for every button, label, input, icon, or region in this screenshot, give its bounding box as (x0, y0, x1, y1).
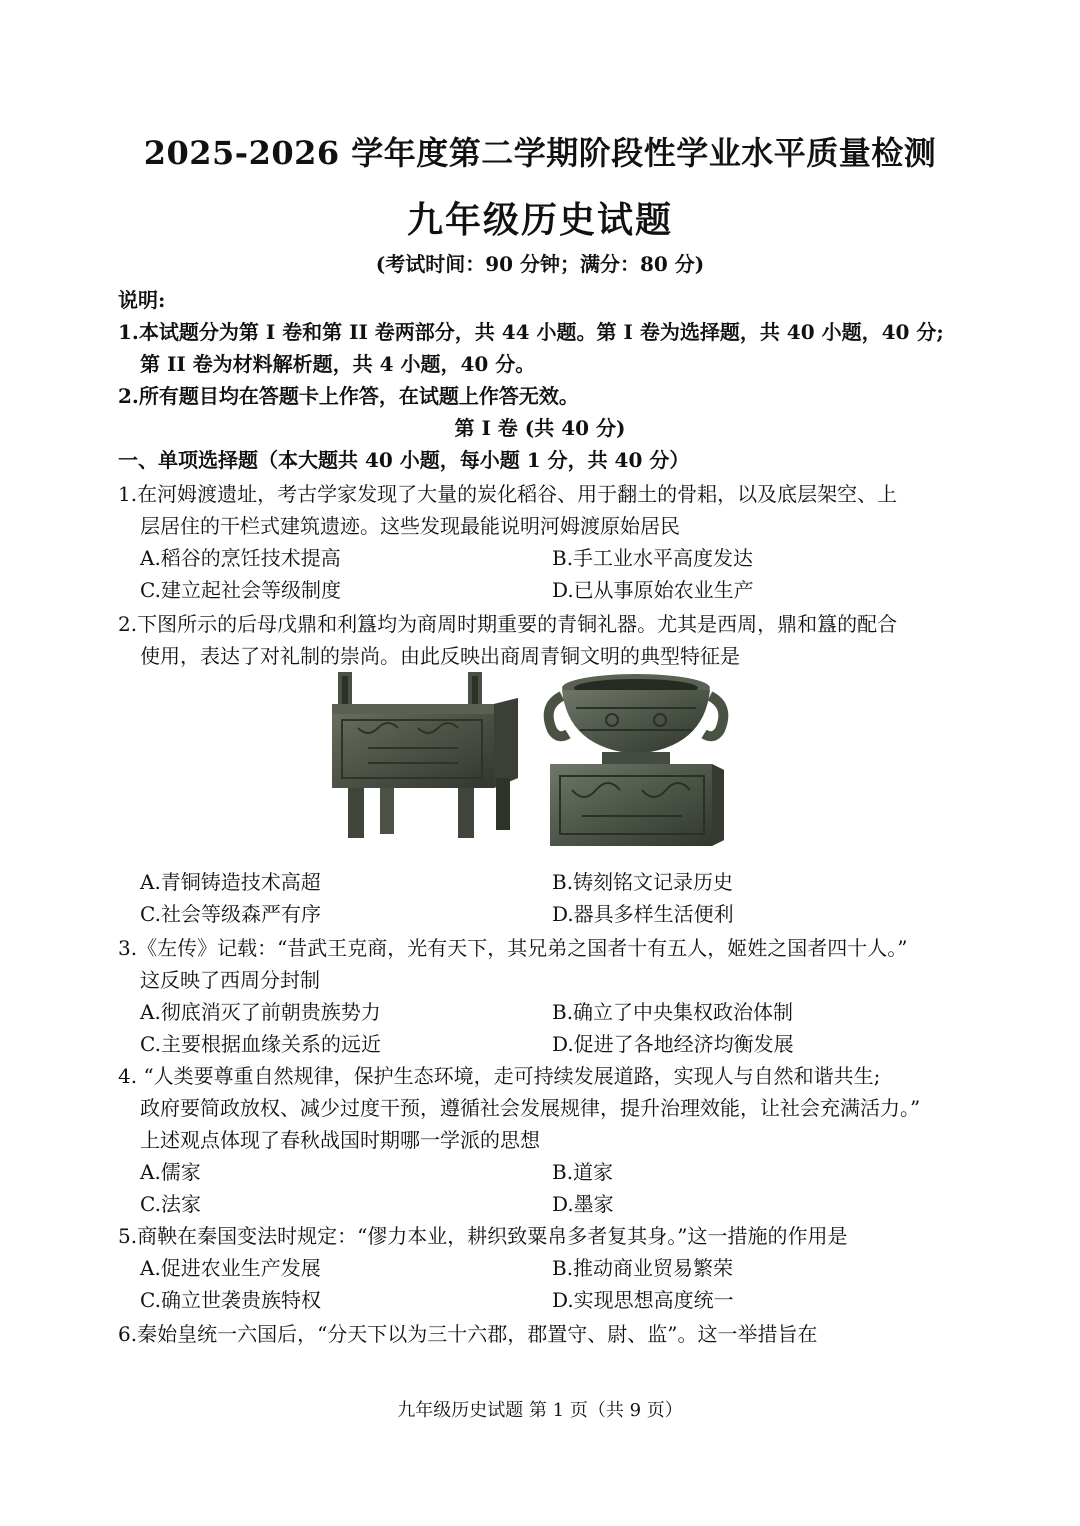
q1-option-b: B.手工业水平高度发达 (552, 546, 754, 570)
li-gui-image (542, 668, 730, 848)
q2-option-b: B.铸刻铭文记录历史 (552, 870, 734, 894)
q5-option-c: C.确立世袭贵族特权 (140, 1288, 321, 1312)
volume-title: 第 I 卷 (共 40 分) (454, 416, 626, 440)
q4-option-d: D.墨家 (552, 1192, 614, 1216)
q3-option-d: D.促进了各地经济均衡发展 (552, 1032, 794, 1056)
q3-option-b: B.确立了中央集权政治体制 (552, 1000, 794, 1024)
instruction-1-line-1: 1.本试题分为第 I 卷和第 II 卷两部分，共 44 小题。第 I 卷为选择题，共 40 小题，40 分; (118, 320, 944, 344)
instruction-1-line-2: 第 II 卷为材料解析题，共 4 小题，40 分。 (140, 352, 536, 376)
page-footer: 九年级历史试题 第 1 页（共 9 页） (397, 1400, 683, 1421)
q3-option-c: C.主要根据血缘关系的远近 (140, 1032, 381, 1056)
q1-stem-line-2: 层居住的干栏式建筑遗迹。这些发现最能说明河姆渡原始居民 (140, 514, 680, 538)
q4-option-a: A.儒家 (140, 1160, 201, 1184)
part-title: 一、单项选择题（本大题共 40 小题，每小题 1 分，共 40 分） (118, 448, 690, 472)
q2-option-d: D.器具多样生活便利 (552, 902, 734, 926)
q3-stem-line-1: 3.《左传》记载：“昔武王克商，光有天下，其兄弟之国者十有五人，姬姓之国者四十人。” (118, 936, 908, 960)
q2-option-c: C.社会等级森严有序 (140, 902, 321, 926)
q5-stem-line-1: 5.商鞅在秦国变法时规定：“僇力本业，耕织致粟帛多者复其身。”这一措施的作用是 (118, 1224, 848, 1248)
q1-option-c: C.建立起社会等级制度 (140, 578, 341, 602)
instructions-heading: 说明: (118, 288, 166, 312)
q4-stem-line-3: 上述观点体现了春秋战国时期哪一学派的思想 (140, 1128, 540, 1152)
q3-option-a: A.彻底消灭了前朝贵族势力 (140, 1000, 381, 1024)
q2-option-a: A.青铜铸造技术高超 (140, 870, 321, 894)
q3-stem-line-2: 这反映了西周分封制 (140, 968, 320, 992)
q1-option-d: D.已从事原始农业生产 (552, 578, 754, 602)
q5-option-b: B.推动商业贸易繁荣 (552, 1256, 734, 1280)
q2-stem-line-1: 2.下图所示的后母戊鼎和利簋均为商周时期重要的青铜礼器。尤其是西周，鼎和簋的配合 (118, 612, 898, 636)
subject-title: 九年级历史试题 (406, 199, 673, 241)
q4-option-c: C.法家 (140, 1192, 201, 1216)
q5-option-a: A.促进农业生产发展 (140, 1256, 321, 1280)
q1-stem-line-1: 1.在河姆渡遗址，考古学家发现了大量的炭化稻谷、用于翻土的骨耜，以及底层架空、上 (118, 482, 898, 506)
exam-title: 2025-2026 学年度第二学期阶段性学业水平质量检测 (143, 134, 937, 172)
q4-option-b: B.道家 (552, 1160, 614, 1184)
q4-stem-line-2: 政府要简政放权、减少过度干预，遵循社会发展规律，提升治理效能，让社会充满活力。” (140, 1096, 921, 1120)
q5-option-d: D.实现思想高度统一 (552, 1288, 734, 1312)
instruction-2: 2.所有题目均在答题卡上作答，在试题上作答无效。 (118, 384, 579, 408)
q4-stem-line-1: 4. “人类要尊重自然规律，保护生态环境，走可持续发展道路，实现人与自然和谐共生; (118, 1064, 881, 1088)
houmuwu-ding-image (328, 668, 528, 848)
q6-stem-line-1: 6.秦始皇统一六国后，“分天下以为三十六郡，郡置守、尉、监”。这一举措旨在 (118, 1322, 818, 1346)
q1-option-a: A.稻谷的烹饪技术提高 (140, 546, 341, 570)
exam-info: (考试时间：90 分钟；满分：80 分) (375, 252, 705, 276)
q2-stem-line-2: 使用，表达了对礼制的崇尚。由此反映出商周青铜文明的典型特征是 (140, 644, 740, 668)
